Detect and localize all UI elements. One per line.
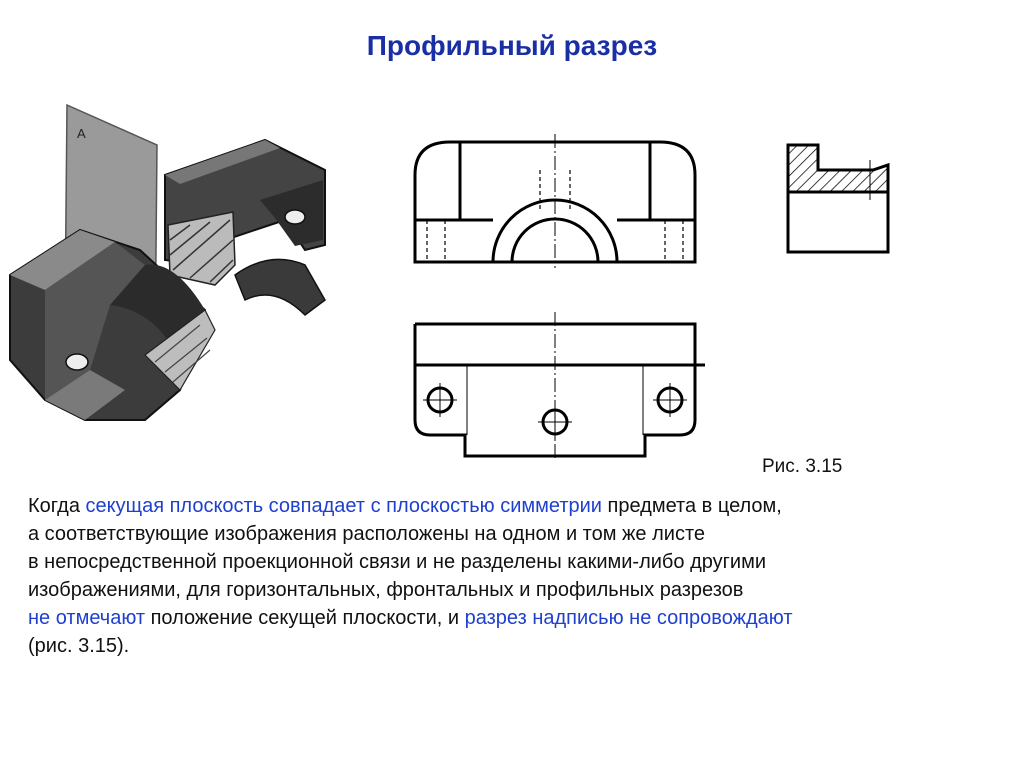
text-line [28, 576, 1013, 604]
isometric-section-illustration [5, 100, 335, 430]
text-segment: изображениями, для горизонтальных, фронтальных и профильных разрезов [28, 579, 744, 601]
text-line [28, 548, 1013, 576]
front-view-drawing [405, 130, 705, 270]
text-segment: в непосредственной проекционной связи и не разделены какими-либо другими [28, 551, 767, 573]
text-segment: а соответствующие изображения расположены на одном и том же листе [28, 523, 706, 545]
text-line [28, 520, 1013, 548]
profile-section-drawing [778, 130, 898, 260]
text-segment: Когда [28, 495, 86, 517]
plane-label: А [77, 126, 86, 141]
page-title: Профильный разрез [366, 30, 658, 61]
highlighted-text: разрез надписью не сопровождают [464, 607, 793, 629]
body-paragraph [28, 492, 1013, 660]
highlighted-text: секущая плоскость совпадает с плоскостью симметрии [85, 495, 602, 517]
text-line [28, 492, 1013, 520]
text-segment: положение секущей плоскости, и [145, 607, 465, 629]
top-view-drawing [405, 310, 705, 460]
text-line [28, 604, 1013, 632]
highlighted-text: не отмечают [28, 607, 146, 629]
figure-caption: Рис. 3.15 [762, 456, 843, 477]
text-segment: (рис. 3.15). [28, 635, 130, 657]
text-line [28, 632, 1013, 660]
text-segment: предмета в целом, [601, 495, 782, 517]
